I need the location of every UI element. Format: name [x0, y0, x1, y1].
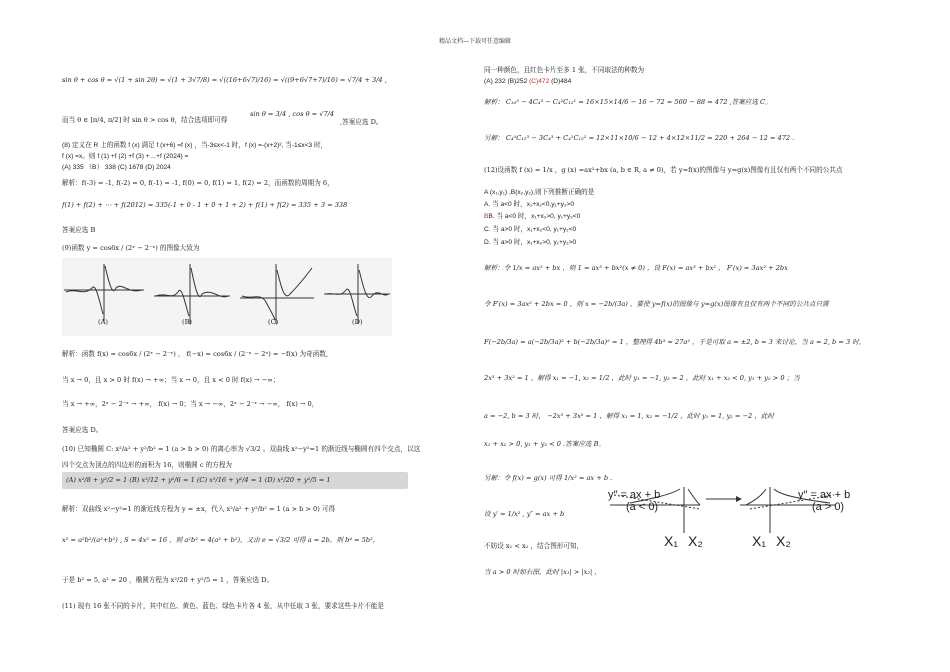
fig-label-d: (D) — [352, 318, 363, 326]
q12-stem-2: A (x₁,y₁) ,B(x₂,y₂),则下列推断正确的是 — [484, 189, 595, 196]
q12-option-a: A. 当 a<0 时，x₁+x₂<0,y₁+y₂>0 — [484, 201, 575, 208]
fig-cond-left: (a < 0) — [626, 501, 659, 513]
q12-alt-2: 设 y′ = 1/x² , y″ = ax + b — [484, 510, 565, 518]
q11-solution: 解析： C₁₆³ − 4C₄³ − C₄²C₁₂¹ = 16×15×14/6 − 16 − 72 = 560 − 88 = 472 ,答案应选 C。 — [484, 98, 772, 106]
q10-options: (A) x²/8 + y²/2 = 1 (B) x²/12 + y²/6 = 1 (C) x²/16 + y²/4 = 1 (D) x²/20 + y²/5 = 1 — [66, 476, 331, 484]
solution-line-range: 而当 θ ∈ [π/4, π/2] 时 sin θ > cos θ，结合选项即可得 — [62, 116, 228, 124]
solution-line-trig: sin θ + cos θ = √(1 + sin 2θ) = √(1 + 3√7/8) = √((16+6√7)/16) = √((9+6√7+7)/16) = √7/4 + 3/4 , — [62, 76, 387, 84]
q12-sol-2: 令 F′(x) = 3ax² + 2bx = 0 ，则 x = −2b/(3a) ，要使 y=f(x)的图像与 y=g(x)图像有且仅有两个不同的公共点只需 — [484, 300, 829, 308]
q9-solution-1: 解析：函数 f(x) = cos6x / (2ˣ − 2⁻ˣ) ， f(−x) = cos6x / (2⁻ˣ − 2ˣ) = −f(x) 为奇函数, — [62, 350, 328, 358]
q12-option-b-text: B. 当 a<0 时，x₁+x₂>0, y₁+y₂<0 — [488, 213, 581, 220]
q9-stem: (9)函数 y = cos6x / (2ˣ − 2⁻ˣ) 的图像大致为 — [62, 244, 200, 252]
fig-x1-left: X₁ — [664, 533, 679, 549]
fig-label-left: y″ = ax + b — [608, 489, 661, 501]
q9-answer: 答案应选 D。 — [62, 426, 103, 434]
q12-alt-3: 不妨设 x₁ < x₂ ，结合图形可知， — [484, 542, 584, 550]
q12-stem-1: (12)设函数 f (x) = 1/x ，g (x) =ax²+bx (a, b ∈ R, a ≠ 0)，若 y=f(x)的图像与 y=g(x)图像有且仅有两个不同的公共点 — [484, 166, 843, 174]
q10-stem-2: 四个交点为顶点的四边形的面积为 16，则椭圆 c 的方程为 — [62, 461, 233, 469]
fig-label-c: (C) — [268, 318, 279, 326]
q12-option-c: C. 当 a>0 时，x₁+x₂<0, y₁+y₂<0 — [484, 226, 577, 233]
q8-stem-2: f (x) =x。则 f (1) +f (2) +f (3) +…+f (2024) = — [62, 153, 189, 160]
fig-x2-left: X₂ — [688, 533, 703, 549]
q12-sol-5: a = −2, b = 3 时， −2x³ + 3x² = 1 ，解得 x₁ = 1, x₂ = −1/2 ，此时 y₁ = 1, y₂ = −2 ，此时 — [484, 412, 775, 420]
q9-graphs — [62, 258, 392, 336]
q9-solution-3: 当 x → +∞，2ˣ − 2⁻ˣ → +∞， f(x) → 0；当 x → −∞，2ˣ − 2⁻ˣ → −∞， f(x) → 0， — [62, 400, 319, 408]
fig-label-b: (B) — [182, 318, 192, 326]
q12-option-b — [484, 212, 580, 221]
q12-sol-1: 解析：令 1/x = ax² + bx ，则 1 = ax³ + bx²(x ≠ 0) ，设 F(x) = ax³ + bx² ， F′(x) = 3ax² + 2bx — [484, 264, 788, 272]
fig-label-right: y″ = ax + b — [798, 489, 851, 501]
q8-stem-1: (8) 定义在 R 上的函数 f (x) 满足 f (x+6) =f (x) ，当-3≤x<-1 时，f (x) =-(x+2)², 当-1≤x<3 时， — [62, 142, 328, 149]
q10-stem-1: (10) 已知椭圆 C: x²/a² + y²/b² = 1 (a > b > 0) 的离心率为 √3/2 。双曲线 x²−y²=1 的渐近线与椭圆有四个交点，以这 — [62, 445, 421, 453]
q12-figure — [600, 485, 851, 565]
q12-option-b-letter: B — [484, 213, 489, 220]
q10-options-box — [62, 472, 408, 489]
q8-solution: 解析：f(-3) = -1, f(-2) = 0, f(-1) = -1, f(0) = 0, f(1) = 1, f(2) = 2，而函数的周期为 6， — [62, 179, 334, 187]
q11-alt-solution: 另解： C₄⁰C₁₂³ − 3C₄³ + C₄¹C₁₂² = 12×11×10/6 − 12 + 4×12×11/2 = 220 + 264 − 12 = 472 . — [484, 134, 795, 142]
fig-cond-right: (a > 0) — [812, 501, 845, 513]
fig-x2-right: X₂ — [776, 533, 791, 549]
q12-alt-1: 另解：令 f(x) = g(x) 可得 1/x² = ax + b . — [484, 474, 613, 482]
answer-7: ,答案应选 D。 — [340, 118, 383, 126]
q11-option-ab: (A) 232 (B)252 — [484, 78, 528, 85]
q9-graph-options — [62, 258, 392, 336]
q12-sol-3: F(−2b/3a) = a(−2b/3a)³ + b(−2b/3a)² = 1 ，整理得 4b³ = 27a² ，于是可取 a = ±2, b = 3 来讨论，当 a = 2, b = 3 时， — [484, 338, 866, 346]
page-header: 精品文档—下载可任意编辑 — [438, 38, 511, 45]
q12-sol-4: 2x³ + 3x² = 1 ，解得 x₁ = −1, x₂ = 1/2 ，此时 y₁ = −1, y₂ = 2 ，此时 x₁ + x₂ < 0, y₁ + y₂ > 0 ；当 — [484, 374, 800, 382]
q10-solution-1: 解析：双曲线 x²−y²=1 的渐近线方程为 y = ±x，代入 x²/a² + y²/b² = 1 (a > b > 0) 可得 — [62, 505, 336, 513]
q11-stem-cont: 同一种颜色，且红色卡片至多 1 张，不同取法的种数为 — [484, 66, 645, 74]
q12-alt-4: 当 a > 0 时如右图，此时 |x₁| > |x₂| ， — [484, 568, 601, 576]
q11-option-c: (C)472 — [529, 78, 550, 85]
q10-solution-3: 于是 b² = 5, a² = 20 ，椭圆方程为 x²/20 + y²/5 = 1 ，答案应选 D。 — [62, 576, 274, 584]
q8-options: (A) 335 （B） 338 (C) 1678 (D) 2024 — [62, 164, 171, 171]
q10-solution-2: x² = a²b²/(a²+b²) , S = 4x² = 16 ，则 a²b² = 4(a² + b²)，又由 e = √3/2 可得 a = 2b，则 b⁴ = 5b²， — [62, 536, 380, 544]
q9-solution-2: 当 x → 0，且 x > 0 时 f(x) → +∞；当 x → 0，且 x < 0 时 f(x) → −∞； — [62, 376, 280, 384]
q11-stem: (11) 现有 16 张不同的卡片，其中红色、黄色、蓝色、绿色卡片各 4 张，从中任取 3 张，要求这些卡片不能是 — [62, 602, 384, 610]
q11-options — [484, 77, 571, 86]
q11-option-d: (D)484 — [551, 78, 572, 85]
q12-option-d: D. 当 a>0 时，x₁+x₂>0, y₁+y₂>0 — [484, 239, 577, 246]
fig-label-a: (A) — [98, 318, 108, 326]
solution-values: sin θ = 3/4 , cos θ = √7/4 — [250, 110, 335, 118]
q8-answer: 答案应选 B — [62, 226, 96, 234]
q8-calc: f(1) + f(2) + ⋯ + f(2012) = 335(-1 + 0 - 1 + 0 + 1 + 2) + f(1) + f(2) = 335 + 3 = 338 — [62, 201, 348, 209]
fig-x1-right: X₁ — [752, 533, 767, 549]
q12-sol-6: x₁ + x₂ > 0, y₁ + y₂ < 0 .答案应选 B。 — [484, 440, 606, 448]
